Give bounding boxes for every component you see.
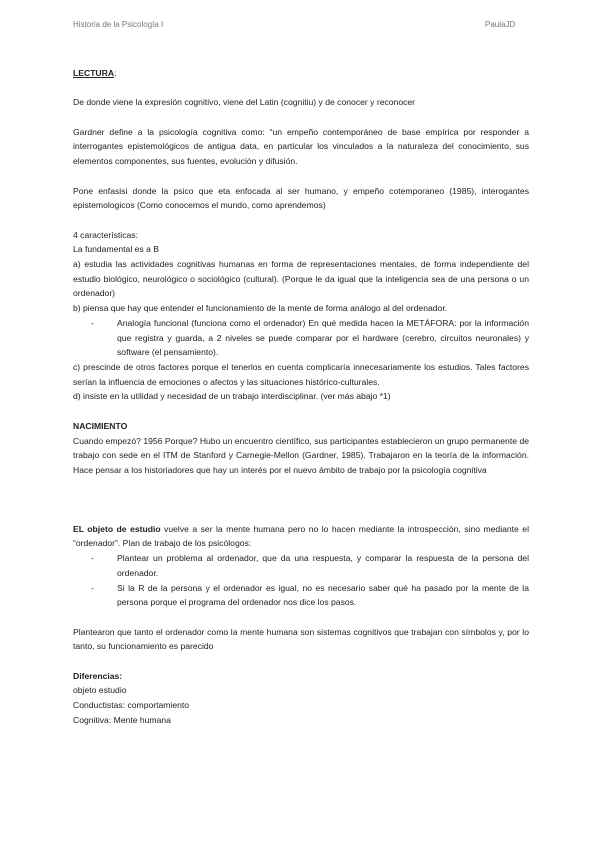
feature-b-bullet-text: Analogía funcional (funciona como el ordenador) En qué medida hacen la METÁFORA: por la información que registra y guarda, a 2 niveles se puede comparar por el hardware (cerebro, circuitos neuronales) y software (el pensamiento).	[117, 317, 529, 358]
objeto-bold: EL objeto de estudio	[73, 523, 161, 534]
bullet-dash: -	[91, 582, 94, 593]
bullet-dash: -	[91, 553, 94, 564]
nacimiento-p1: Cuando empezó? 1956 Porque? Hubo un encuentro científico, sus participantes establecieron un grupo permanente de trabajo con sede en el ITM de Stanford y Carnegie-Mellon (Gardner, 1985). Trabajaron en la teoría de la información. Hace pensar a los historiadores que hay un interés por el nuevo ámbito de trabajo por la psicología cognitiva	[73, 435, 529, 475]
document-body	[73, 66, 529, 728]
feature-b: b) piensa que hay que entender el funcionamiento de la mente de forma análogo al del ordenador.	[73, 303, 448, 314]
lectura-p3: Pone enfasisi donde la psico que eta enfocada al ser humano, y empeño cotemporaneo (1985), interogantes epistemologicos (Como conocemos el mundo, como aprendemos)	[73, 185, 529, 211]
diferencias-item: objeto estudio	[73, 685, 127, 696]
diferencias-item: Cognitiva: Mente humana	[73, 714, 171, 725]
features-title: 4 características:	[73, 229, 138, 240]
bullet-dash: -	[91, 317, 94, 328]
header-author: PaulaJD	[485, 20, 516, 29]
objeto-bullet-1	[73, 551, 529, 580]
feature-b-bullet	[73, 316, 529, 360]
feature-d: d) insiste en la utilidad y necesidad de un trabajo interdisciplinar. (ver más abajo *1)	[73, 391, 391, 402]
features-subtitle: La fundamental es a B	[73, 244, 159, 255]
objeto-bullet-2	[73, 581, 529, 610]
diferencias-item: Conductistas: comportamiento	[73, 700, 190, 711]
lectura-p1: De donde viene la expresión cognitivo, viene del Latin (cognitiu) y de conocer y reconocer	[73, 97, 416, 108]
lectura-title: LECTURA	[73, 68, 115, 78]
objeto-bullet-2-text: Si la R de la persona y el ordenador es igual, no es necesario saber qué ha pasado por la mente de la persona porque el programa del ordenador nos dice los pasos.	[117, 582, 529, 608]
objeto-paragraph	[73, 522, 529, 551]
objeto-conclusion: Plantearon que tanto el ordenador como la mente humana son sistemas cognitivos que trabajan con símbolos y, por lo tanto, su funcionamiento es parecido	[73, 626, 529, 652]
feature-c: c) prescinde de otros factores porque el tenerlos en cuenta complicaría innecesariamente los estudios. Tales factores serían la influencia de emociones o afectos y las situaciones histórico-culturales.	[73, 362, 529, 387]
nacimiento-heading	[73, 419, 529, 434]
nacimiento-title: NACIMIENTO	[73, 420, 128, 431]
diferencias-title: Diferencias:	[73, 670, 123, 681]
diferencias-heading	[73, 669, 529, 684]
objeto-bullet-1-text: Plantear un problema al ordenador, que da una respuesta, y comparar la respuesta de la persona del ordenador.	[117, 553, 529, 578]
header-course: Historia de la Psicología I	[73, 20, 164, 29]
feature-a: a) estudia las actividades cognitivas humanas en forma de representaciones mentales, de forma independiente del estudio biológico, neurológico o sociológico (cultural). (Porque le da igual que la inteligencia sea de una persona o un ordenador)	[73, 259, 529, 299]
lectura-colon: :	[114, 68, 117, 78]
lectura-heading	[73, 66, 529, 81]
objeto-rest: vuelve a ser la mente humana pero no lo hacen mediante la introspección, sino mediante el “ordenador”. Plan de trabajo de los psicólogos:	[73, 523, 529, 549]
lectura-p2: Gardner define a la psicología cognitiva como: “un empeño contemporáneo de base empírica por responder a interrogantes epistemológicos de antigua data, en particular los vinculados a la naturaleza del conocimiento, sus elementos componentes, sus fuentes, evolución y difusión.	[73, 126, 529, 167]
